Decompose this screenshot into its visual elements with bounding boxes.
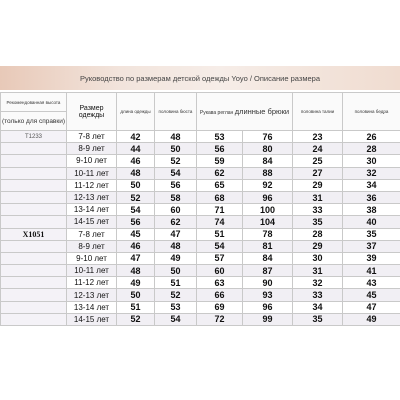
size-cell: 10-11 лет: [67, 167, 117, 179]
measure-cell: 32: [293, 277, 343, 289]
measure-cell: 26: [343, 131, 400, 143]
measure-cell: 72: [197, 313, 243, 325]
measure-cell: 56: [117, 216, 155, 228]
measure-cell: 30: [293, 252, 343, 264]
measure-cell: 40: [343, 216, 400, 228]
size-cell: 12-13 лет: [67, 289, 117, 301]
table-row: [1, 131, 400, 143]
measure-cell: 33: [293, 204, 343, 216]
measure-cell: 63: [197, 277, 243, 289]
table-row: [1, 204, 400, 216]
measure-cell: 45: [343, 289, 400, 301]
measure-cell: 31: [293, 191, 343, 203]
table-row: [1, 265, 400, 277]
measure-cell: 39: [343, 252, 400, 264]
measure-cell: 99: [243, 313, 293, 325]
measure-cell: 56: [197, 143, 243, 155]
measure-cell: 87: [243, 265, 293, 277]
table-row: [1, 179, 400, 191]
measure-cell: 50: [117, 289, 155, 301]
size-cell: 13-14 лет: [67, 301, 117, 313]
measure-cell: 54: [155, 313, 197, 325]
measure-cell: 88: [243, 167, 293, 179]
header-reference: (только для справки): [1, 112, 67, 131]
measure-cell: 54: [155, 167, 197, 179]
measure-cell: 51: [155, 277, 197, 289]
measure-cell: 31: [293, 265, 343, 277]
table-body: [1, 131, 400, 326]
measure-cell: 65: [197, 179, 243, 191]
measure-cell: 69: [197, 301, 243, 313]
header-recommended: Рекомендованная высота: [1, 93, 67, 112]
measure-cell: 71: [197, 204, 243, 216]
measure-cell: 62: [197, 167, 243, 179]
measure-cell: 59: [197, 155, 243, 167]
table-row: [1, 143, 400, 155]
size-cell: 7-8 лет: [67, 131, 117, 143]
product-code-cell: T1233: [1, 131, 67, 143]
product-code-cell: [1, 191, 67, 203]
measure-cell: 54: [197, 240, 243, 252]
size-cell: 13-14 лет: [67, 204, 117, 216]
product-code-cell: [1, 143, 67, 155]
product-code-cell: [1, 179, 67, 191]
measure-cell: 49: [343, 313, 400, 325]
product-code-cell: [1, 289, 67, 301]
measure-cell: 30: [343, 155, 400, 167]
table-row: [1, 216, 400, 228]
measure-cell: 23: [293, 131, 343, 143]
measure-cell: 48: [155, 240, 197, 252]
measure-cell: 96: [243, 191, 293, 203]
measure-cell: 52: [117, 313, 155, 325]
measure-cell: 51: [117, 301, 155, 313]
product-code-cell: [1, 277, 67, 289]
measure-cell: 50: [155, 265, 197, 277]
measure-cell: 35: [343, 228, 400, 240]
measure-cell: 90: [243, 277, 293, 289]
table-row: [1, 240, 400, 252]
measure-cell: 104: [243, 216, 293, 228]
measure-cell: 46: [117, 155, 155, 167]
measure-cell: 66: [197, 289, 243, 301]
measure-cell: 62: [155, 216, 197, 228]
measure-cell: 92: [243, 179, 293, 191]
measure-cell: 43: [343, 277, 400, 289]
header-length: длина одежды: [117, 93, 155, 131]
measure-cell: 53: [155, 301, 197, 313]
measure-cell: 96: [243, 301, 293, 313]
measure-cell: 93: [243, 289, 293, 301]
measure-cell: 34: [293, 301, 343, 313]
measure-cell: 35: [293, 313, 343, 325]
size-table: [0, 92, 400, 326]
table-row: [1, 301, 400, 313]
measure-cell: 60: [155, 204, 197, 216]
table-row: [1, 252, 400, 264]
measure-cell: 49: [155, 252, 197, 264]
measure-cell: 60: [197, 265, 243, 277]
header-row: [1, 93, 400, 112]
measure-cell: 57: [197, 252, 243, 264]
measure-cell: 84: [243, 155, 293, 167]
measure-cell: 33: [293, 289, 343, 301]
measure-cell: 47: [155, 228, 197, 240]
header-half-chest: половина бюста: [155, 93, 197, 131]
table-row: [1, 313, 400, 325]
header-size: Размер одежды: [67, 93, 117, 131]
table-row: [1, 289, 400, 301]
measure-cell: 47: [343, 301, 400, 313]
measure-cell: 78: [243, 228, 293, 240]
chart-title: Руководство по размерам детской одежды Yoyo / Описание размера: [0, 66, 400, 90]
size-cell: 14-15 лет: [67, 216, 117, 228]
measure-cell: 49: [117, 277, 155, 289]
measure-cell: 50: [155, 143, 197, 155]
measure-cell: 47: [117, 252, 155, 264]
size-cell: 14-15 лет: [67, 313, 117, 325]
measure-cell: 51: [197, 228, 243, 240]
size-cell: 9-10 лет: [67, 155, 117, 167]
measure-cell: 52: [155, 155, 197, 167]
measure-cell: 32: [343, 167, 400, 179]
measure-cell: 28: [293, 228, 343, 240]
measure-cell: 28: [343, 143, 400, 155]
table-row: [1, 167, 400, 179]
table-row: [1, 228, 400, 240]
measure-cell: 37: [343, 240, 400, 252]
measure-cell: 48: [117, 265, 155, 277]
header-half-hip: половина бедра: [343, 93, 400, 131]
measure-cell: 56: [155, 179, 197, 191]
product-code-cell: [1, 313, 67, 325]
measure-cell: 41: [343, 265, 400, 277]
measure-cell: 100: [243, 204, 293, 216]
measure-cell: 50: [117, 179, 155, 191]
product-code-cell: [1, 240, 67, 252]
product-code-cell: [1, 265, 67, 277]
measure-cell: 29: [293, 179, 343, 191]
size-cell: 11-12 лет: [67, 277, 117, 289]
size-cell: 7-8 лет: [67, 228, 117, 240]
product-code-cell: [1, 204, 67, 216]
table-row: [1, 277, 400, 289]
size-cell: 11-12 лет: [67, 179, 117, 191]
size-cell: 8-9 лет: [67, 240, 117, 252]
measure-cell: 42: [117, 131, 155, 143]
measure-cell: 44: [117, 143, 155, 155]
measure-cell: 52: [155, 289, 197, 301]
measure-cell: 46: [117, 240, 155, 252]
measure-cell: 76: [243, 131, 293, 143]
size-chart: [0, 66, 400, 334]
measure-cell: 48: [117, 167, 155, 179]
product-code-cell: [1, 216, 67, 228]
product-code-cell: X1051: [1, 228, 67, 240]
measure-cell: 68: [197, 191, 243, 203]
measure-cell: 48: [155, 131, 197, 143]
measure-cell: 81: [243, 240, 293, 252]
header-sleeve: Рукава реглан длинные брюки: [197, 93, 293, 131]
measure-cell: 24: [293, 143, 343, 155]
measure-cell: 80: [243, 143, 293, 155]
measure-cell: 29: [293, 240, 343, 252]
measure-cell: 27: [293, 167, 343, 179]
table-row: [1, 155, 400, 167]
product-code-cell: [1, 301, 67, 313]
measure-cell: 34: [343, 179, 400, 191]
table-row: [1, 191, 400, 203]
measure-cell: 38: [343, 204, 400, 216]
measure-cell: 52: [117, 191, 155, 203]
size-cell: 12-13 лет: [67, 191, 117, 203]
measure-cell: 58: [155, 191, 197, 203]
measure-cell: 54: [117, 204, 155, 216]
measure-cell: 84: [243, 252, 293, 264]
size-cell: 9-10 лет: [67, 252, 117, 264]
measure-cell: 45: [117, 228, 155, 240]
product-code-cell: [1, 167, 67, 179]
product-code-cell: [1, 252, 67, 264]
measure-cell: 35: [293, 216, 343, 228]
measure-cell: 74: [197, 216, 243, 228]
product-code-cell: [1, 155, 67, 167]
measure-cell: 25: [293, 155, 343, 167]
header-half-waist: половина талии: [293, 93, 343, 131]
size-cell: 8-9 лет: [67, 143, 117, 155]
measure-cell: 36: [343, 191, 400, 203]
measure-cell: 53: [197, 131, 243, 143]
size-cell: 10-11 лет: [67, 265, 117, 277]
